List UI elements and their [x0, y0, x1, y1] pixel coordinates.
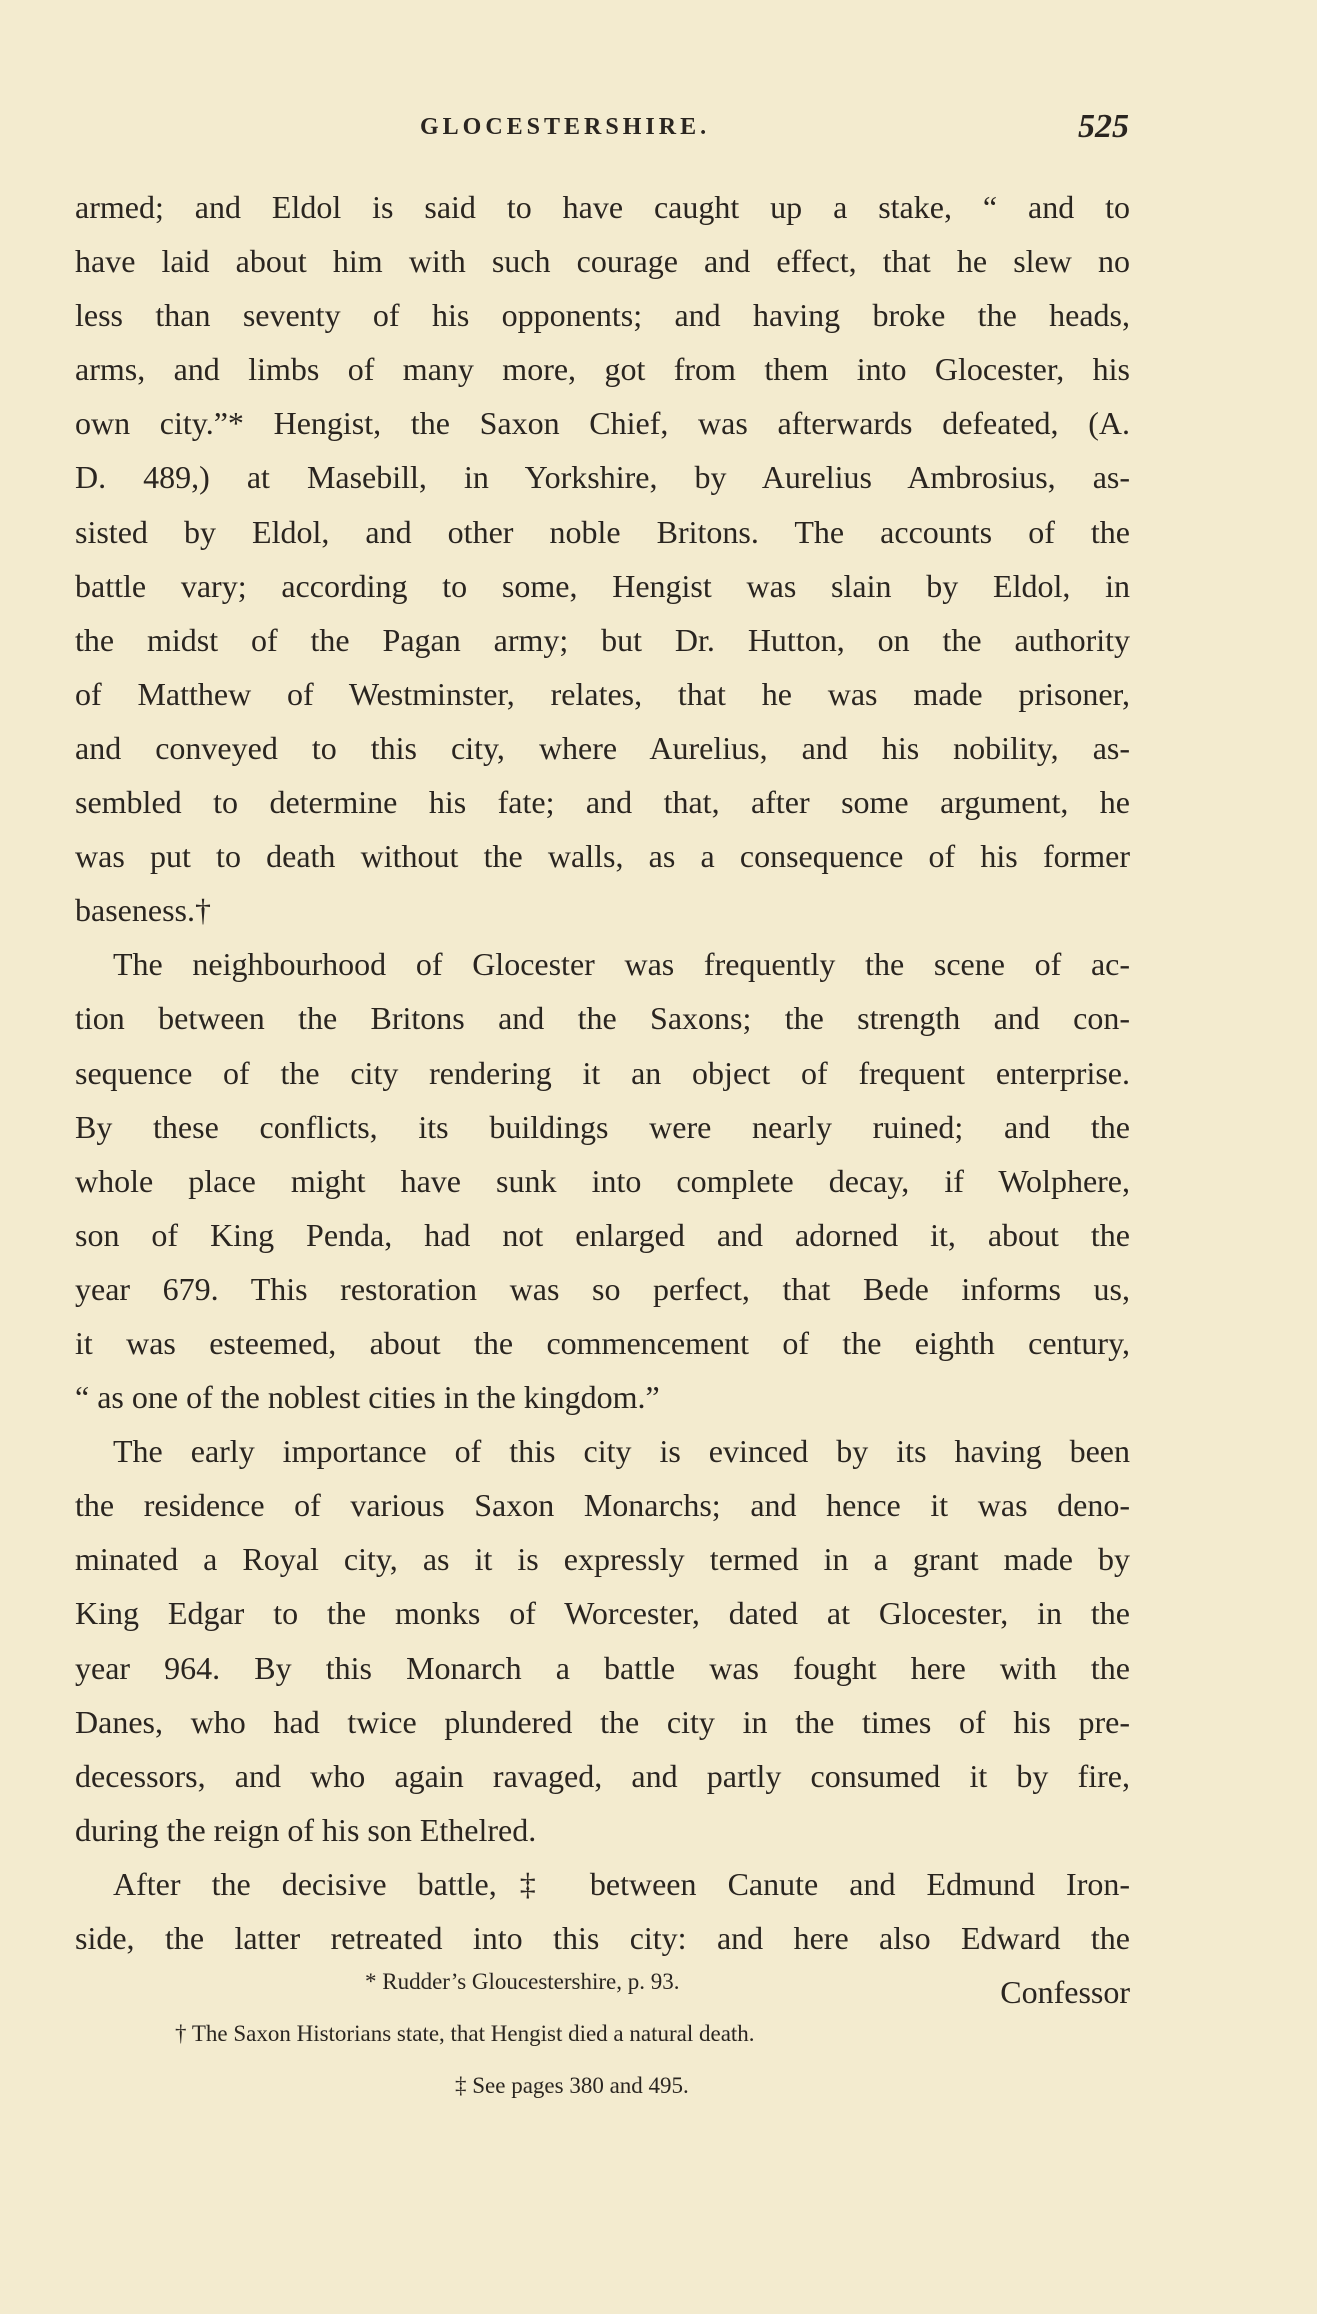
text-line: of Matthew of Westminster, relates, that he was made prisoner, — [75, 675, 1130, 712]
text-line: arms, and limbs of many more, got from them into Glocester, his — [75, 351, 1130, 388]
text-line: less than seventy of his opponents; and having broke the heads, — [75, 297, 1130, 334]
text-line: tion between the Britons and the Saxons; the strength and con- — [75, 1000, 1130, 1037]
text-line: The early importance of this city is evinced by its having been — [113, 1433, 1130, 1470]
catchword: Confessor — [1000, 1974, 1130, 2011]
text-line: D. 489,) at Masebill, in Yorkshire, by Aurelius Ambrosius, as- — [75, 459, 1130, 496]
text-line: battle vary; according to some, Hengist was slain by Eldol, in — [75, 567, 1130, 604]
text-line: and conveyed to this city, where Aurelius, and his nobility, as- — [75, 729, 1130, 766]
text-line: armed; and Eldol is said to have caught up a stake, “ and to — [75, 189, 1130, 225]
footnote: † The Saxon Historians state, that Hengist died a natural death. — [175, 2021, 755, 2046]
text-line: it was esteemed, about the commencement of the eighth century, — [75, 1324, 1130, 1361]
text-line: Danes, who had twice plundered the city in the times of his pre- — [75, 1703, 1130, 1740]
text-line: year 679. This restoration was so perfect, that Bede informs us, — [75, 1270, 1130, 1307]
footnotes — [75, 1956, 1130, 2112]
text-line: own city.”* Hengist, the Saxon Chief, was afterwards defeated, (A. — [75, 405, 1130, 442]
text-line: sequence of the city rendering it an object of frequent enterprise. — [75, 1054, 1130, 1091]
text-line: during the reign of his son Ethelred. — [75, 1811, 537, 1848]
text-line: son of King Penda, had not enlarged and adorned it, about the — [75, 1216, 1130, 1253]
text-line: year 964. By this Monarch a battle was fought here with the — [75, 1649, 1130, 1686]
page-header — [0, 108, 1317, 152]
text-line: sisted by Eldol, and other noble Britons. The accounts of the — [75, 513, 1130, 550]
text-line: minated a Royal city, as it is expressly termed in a grant made by — [75, 1541, 1130, 1578]
body-text — [75, 180, 1130, 2019]
text-line: the midst of the Pagan army; but Dr. Hutton, on the authority — [75, 621, 1130, 658]
footnote: * Rudder’s Gloucestershire, p. 93. — [365, 1969, 680, 1994]
text-line: whole place might have sunk into complete decay, if Wolphere, — [75, 1162, 1130, 1199]
text-line: the residence of various Saxon Monarchs; and hence it was deno- — [75, 1487, 1130, 1524]
text-line: “ as one of the noblest cities in the kingdom.” — [75, 1379, 660, 1416]
text-line: decessors, and who again ravaged, and partly consumed it by fire, — [75, 1757, 1130, 1794]
text-line: The neighbourhood of Glocester was frequently the scene of ac- — [113, 946, 1130, 983]
text-line: sembled to determine his fate; and that, after some argument, he — [75, 784, 1130, 821]
footnote: ‡ See pages 380 and 495. — [455, 2073, 689, 2098]
page-number: 525 — [1078, 108, 1129, 145]
text-line: was put to death without the walls, as a consequence of his former — [75, 838, 1130, 875]
text-line: have laid about him with such courage and effect, that he slew no — [75, 243, 1130, 280]
text-line: After the decisive battle,‡ between Canute and Edmund Iron- — [113, 1865, 1130, 1902]
text-line: King Edgar to the monks of Worcester, dated at Glocester, in the — [75, 1595, 1130, 1632]
text-line: side, the latter retreated into this city: and here also Edward the — [75, 1920, 1130, 1956]
text-line: By these conflicts, its buildings were nearly ruined; and the — [75, 1108, 1130, 1145]
running-head: GLOCESTERSHIRE. — [420, 114, 711, 140]
text-line: baseness.† — [75, 892, 211, 929]
